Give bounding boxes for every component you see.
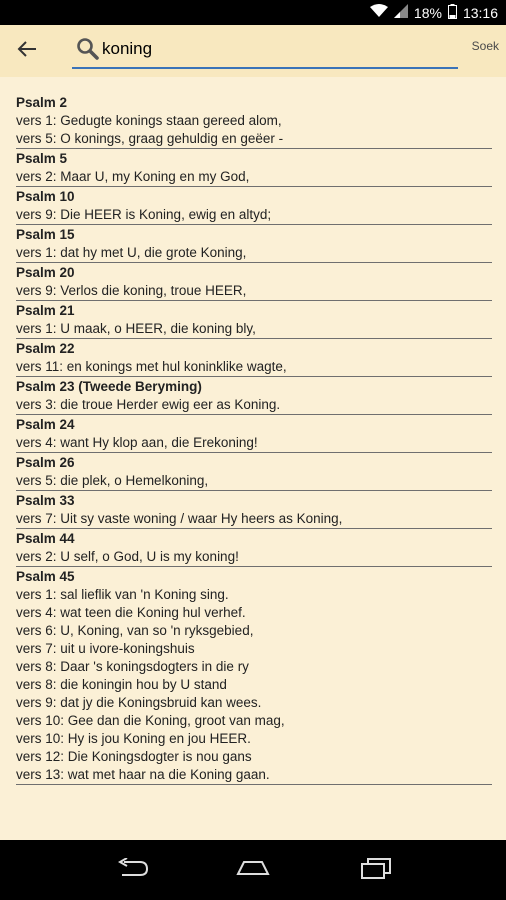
signal-icon [394,4,408,21]
result-heading: Psalm 2 [16,95,68,110]
back-button[interactable] [14,38,40,64]
search-toolbar [0,25,506,77]
result-verse[interactable]: vers 4: want Hy klop aan, die Erekoning! [16,435,258,450]
result-verse[interactable]: vers 1: U maak, o HEER, die koning bly, [16,321,256,336]
result-heading: Psalm 22 [16,341,75,356]
result-verse[interactable]: vers 8: Daar 's koningsdogters in die ry [16,659,249,674]
search-button[interactable]: Soek [471,39,499,53]
divider [16,490,492,491]
back-nav-icon [116,858,150,883]
result-heading: Psalm 23 (Tweede Beryming) [16,379,202,394]
result-heading: Psalm 45 [16,569,75,584]
result-verse[interactable]: vers 12: Die Koningsdogter is nou gans [16,749,252,764]
back-nav-button[interactable] [113,855,153,885]
result-heading: Psalm 21 [16,303,75,318]
result-verse[interactable]: vers 4: wat teen die Koning hul verhef. [16,605,246,620]
result-verse[interactable]: vers 1: sal lieflik van 'n Koning sing. [16,587,229,602]
result-verse[interactable]: vers 9: dat jy die Koningsbruid kan wees. [16,695,262,710]
result-heading: Psalm 15 [16,227,75,242]
result-verse[interactable]: vers 8: die koningin hou by U stand [16,677,227,692]
result-verse[interactable]: vers 3: die troue Herder ewig eer as Koning. [16,397,281,412]
battery-icon [448,4,457,22]
divider [16,224,492,225]
divider [16,262,492,263]
recents-nav-button[interactable] [356,855,396,885]
status-bar [0,0,506,25]
divider [16,784,492,785]
result-verse[interactable]: vers 9: Die HEER is Koning, ewig en altyd; [16,207,272,222]
result-heading: Psalm 33 [16,493,75,508]
divider [16,414,492,415]
result-heading: Psalm 5 [16,151,68,166]
result-verse[interactable]: vers 2: U self, o God, U is my koning! [16,549,239,564]
divider [16,338,492,339]
result-heading: Psalm 44 [16,531,75,546]
search-icon [76,37,100,61]
results-list[interactable] [0,77,506,840]
result-heading: Psalm 24 [16,417,75,432]
divider [16,300,492,301]
divider [16,528,492,529]
result-verse[interactable]: vers 1: Gedugte konings staan gereed alom, [16,113,282,128]
result-verse[interactable]: vers 7: uit u ivore-koningshuis [16,641,195,656]
result-verse[interactable]: vers 10: Gee dan die Koning, groot van mag, [16,713,285,728]
battery-percent: 18% [413,4,442,21]
search-field[interactable] [72,35,458,69]
status-icons [370,4,498,21]
divider [16,566,492,567]
result-verse[interactable]: vers 1: dat hy met U, die grote Koning, [16,245,247,260]
result-verse[interactable]: vers 13: wat met haar na die Koning gaan. [16,767,270,782]
divider [16,186,492,187]
result-verse[interactable]: vers 2: Maar U, my Koning en my God, [16,169,250,184]
result-verse[interactable]: vers 5: die plek, o Hemelkoning, [16,473,209,488]
result-heading: Psalm 20 [16,265,75,280]
divider [16,452,492,453]
divider [16,376,492,377]
result-verse[interactable]: vers 10: Hy is jou Koning en jou HEER. [16,731,251,746]
search-input[interactable] [102,36,442,62]
arrow-left-icon [17,40,37,63]
result-verse[interactable]: vers 5: O konings, graag gehuldig en geëer - [16,131,284,146]
home-nav-button[interactable] [233,855,273,885]
home-icon [235,858,271,883]
navigation-bar [0,840,506,900]
result-verse[interactable]: vers 6: U, Koning, van so 'n ryksgebied, [16,623,254,638]
result-items [16,93,492,786]
result-heading: Psalm 26 [16,455,75,470]
result-verse[interactable]: vers 7: Uit sy vaste woning / waar Hy heers as Koning, [16,511,343,526]
result-heading: Psalm 10 [16,189,75,204]
recents-icon [360,857,392,884]
result-verse[interactable]: vers 11: en konings met hul koninklike wagte, [16,359,287,374]
wifi-icon [370,4,388,21]
divider [16,148,492,149]
clock: 13:16 [462,4,498,21]
result-verse[interactable]: vers 9: Verlos die koning, troue HEER, [16,283,247,298]
